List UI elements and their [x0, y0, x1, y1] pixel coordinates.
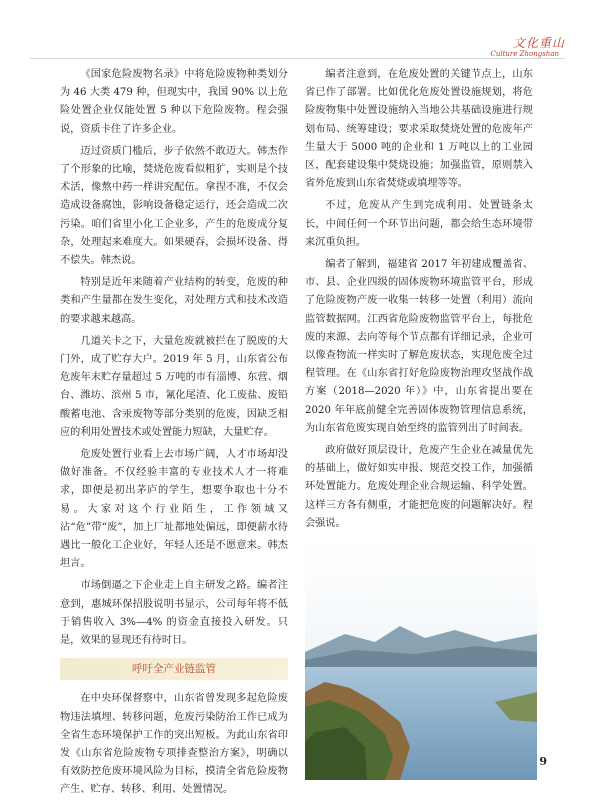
lake-landscape-photo: [305, 542, 537, 780]
paragraph: 危废处置行业看上去市场广阔，人才市场却没做好准备。不仅经验丰富的专业技术人才一将难求，即便是初出茅庐的学生，想要争取也十分不易。大家对这个行业陌生，工作领域又沾“危”带“废”，加上厂址都地处偏远，即便薪水待遇比一般化工企业好，年轻人还是不愿意来。韩杰坦言。: [60, 449, 288, 570]
paragraph: 几道关卡之下，大量危废就被拦在了脱废的大门外，成了贮存大户。2019 年 5 月，山东省公布危废年末贮存量超过 5 万吨的市有淄博、东营、烟台、潍坊、滨州 5 市，氰化尾渣、化工废盐、废铅酸蓄电池、含汞废物等部分类别的危废，因缺乏相应的利用处置技术或处置能力短缺，大量贮存。: [60, 335, 288, 438]
paragraph: 《国家危险废物名录》中将危险废物种类划分为 46 大类 479 种，但现实中，我国 90% 以上危险处置企业仅能处置 5 种以下危险废物。程会强说，资质卡住了许多企业。: [60, 69, 288, 135]
left-column: [60, 66, 288, 804]
paragraph: 编者注意到，在危废处置的关键节点上，山东省已作了部署。比如优化危废处置设施规划，将危险废物集中处置设施纳入当地公共基础设施进行规划布局、统筹建设；要求采取焚烧处置的危废年产生量大于 5000 吨的企业和 1 万吨以上的工业园区，配套建设集中焚烧设施；加强监管，原则禁入省外危废到山东省焚烧或填埋等等。: [305, 69, 533, 190]
logo-title: 文化重山: [512, 36, 565, 50]
paragraph: 特别是近年来随着产业结构的转变，危废的种类和产生量都在发生变化，对处理方式和技术改造的要求越来越高。: [60, 277, 288, 325]
header-divider: [30, 58, 565, 59]
logo-subtitle: Culture Zhongshan: [490, 50, 559, 58]
paragraph: 不过，危废从产生到完成利用、处置链条太长，中间任何一个环节出问题，都会给生态环境带来沉重负担。: [305, 200, 533, 248]
landscape-illustration: [305, 542, 537, 780]
right-column: [305, 66, 533, 537]
paragraph: 编者了解到，福建省 2017 年初建成覆盖省、市、县、企业四级的固体废物环境监管平台，形成了危险废物产废一收集一转移一处置（利用）流向监管数据网。江西省危险废物监管平台上，每批危废的来源、去向等每个节点都有详细记录，企业可以像查物流一样实时了解危废状态，实现危废全过程管理。在《山东省打好危险废物治理攻坚战作战方案（2018—2020 年）》中，山东省提出要在 2020 年年底前健全完善固体废物管理信息系统，为山东省危废实现自始至终的监管列出了时间表。: [305, 259, 533, 434]
paragraph: 迈过资质门槛后，步子依然不敢迈大。韩杰作了个形象的比喻，焚烧危废看似粗犷，实则是个技术活，像熬中药一样讲究配伍。拿捏不准，不仅会造成设备腐蚀，影响设备稳定运行，还会造成二次污染。咱们省里小化工企业多，产生的危废成分复杂，处理起来难度大。如果硬吞，会损坏设备、得不偿失。韩杰说。: [60, 145, 288, 267]
paragraph: 市场倒逼之下企业走上自主研发之路。编者注意到，惠城环保招股说明书显示，公司每年将不低于销售收入 3%—4% 的资金直接投入研发。只是，效果的显现还有待时日。: [60, 580, 288, 647]
paragraph: 政府做好顶层设计，危废产生企业在减量优先的基础上，做好如实申报、规范交投工作，加强循环处置能力。危废处理企业合规运输、科学处置。这样三方各有侧重，才能把危废的问题解决好。程会强说。: [305, 445, 533, 529]
section-heading: 呼吁全产业链监管: [60, 658, 288, 680]
page-number: 9: [539, 755, 547, 768]
paragraph: 在中央环保督察中，山东省曾发现多起危险废物违法填埋、转移问题，危废污染防治工作已成为全省生态环境保护工作的突出短板。为此山东省印发《山东省危险废物专项排查整治方案》，明确以有效防控危废环境风险为目标，摸清全省危险废物产生、贮存、转移、利用、处置情况。: [60, 693, 288, 796]
